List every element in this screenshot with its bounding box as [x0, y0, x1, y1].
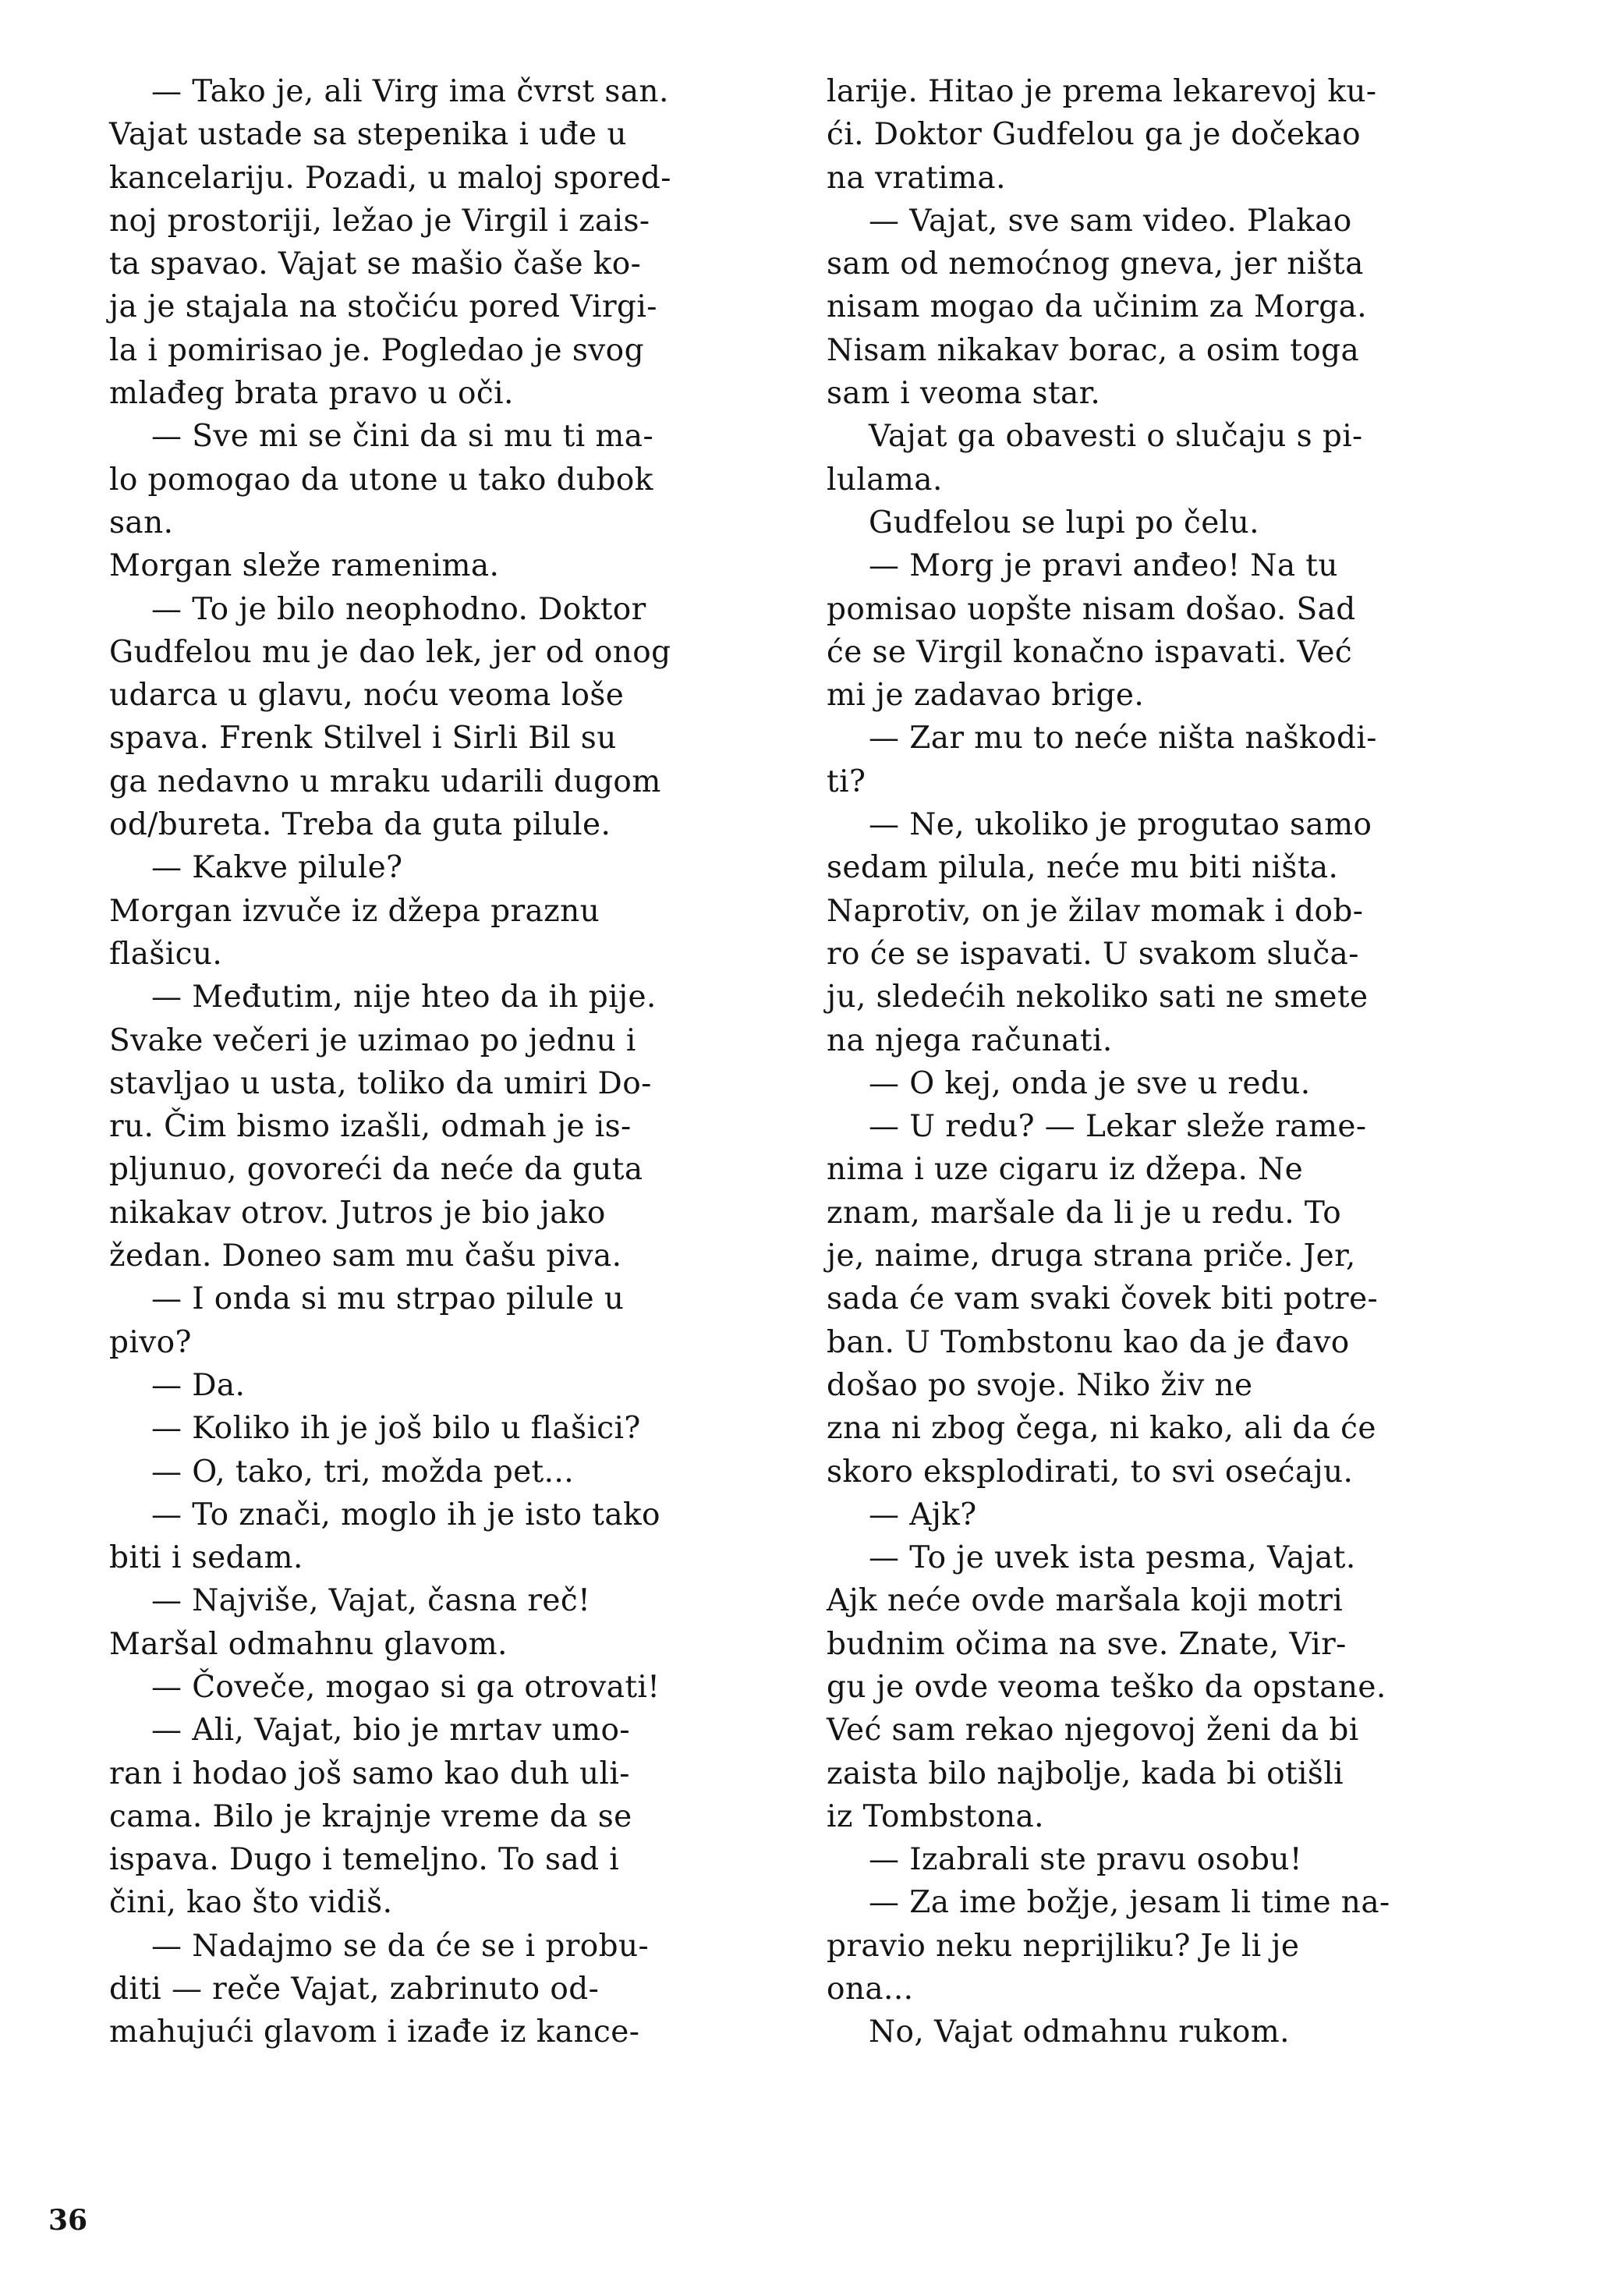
text-line: došao po svoje. Niko živ ne [827, 1367, 1253, 1403]
text-column-left [109, 70, 776, 2054]
text-line: diti — reče Vajat, zabrinuto od- [109, 1972, 600, 2007]
text-line: pravio neku neprijliku? Je li je [827, 1928, 1300, 1964]
text-line: pomisao uopšte nisam došao. Sad [827, 591, 1356, 627]
text-line: mi je zadavao brige. [827, 678, 1145, 714]
text-line: sedam pilula, neće mu biti ništa. [827, 850, 1339, 886]
text-line: iz Tombstona. [827, 1798, 1044, 1834]
text-line: ju, sledećih nekoliko sati ne smete [827, 980, 1369, 1015]
text-line: skoro eksplodirati, to svi osećaju. [827, 1454, 1354, 1490]
text-line: Nisam nikakav borac, a osim toga [827, 332, 1360, 368]
text-line: spava. Frenk Stilvel i Sirli Bil su [109, 721, 617, 756]
text-line: ona... [827, 1972, 914, 2007]
text-line: Gudfelou se lupi po čelu. [869, 505, 1259, 540]
text-line: ispava. Dugo i temeljno. To sad i [109, 1842, 620, 1878]
text-line: Već sam rekao njegovoj ženi da bi [827, 1713, 1359, 1749]
text-line: — Za ime božje, jesam li time na- [869, 1885, 1390, 1921]
text-line: ja je stajala na stočiću pored Virgi- [109, 289, 657, 325]
text-line: — Vajat, sve sam video. Plakao [869, 203, 1352, 239]
text-line: lo pomogao da utone u tako dubok [109, 462, 653, 498]
text-line: — Ali, Vajat, bio je mrtav umo- [151, 1713, 630, 1749]
text-line: — To znači, moglo ih je isto tako [151, 1497, 660, 1532]
text-line: — Sve mi se čini da si mu ti ma- [151, 419, 654, 455]
text-line: nikakav otrov. Jutros je bio jako [109, 1195, 606, 1231]
text-line: — To je uvek ista pesma, Vajat. [869, 1540, 1356, 1576]
text-line: — O kej, onda je sve u redu. [869, 1065, 1311, 1101]
text-line: ran i hodao još samo kao duh uli- [109, 1756, 630, 1791]
text-line: la i pomirisao je. Pogledao je svog [109, 332, 644, 368]
text-line: Morgan izvuče iz džepa praznu [109, 893, 600, 929]
text-line: lulama. [827, 462, 943, 498]
text-line: ti? [827, 764, 866, 799]
text-line: Vajat ustade sa stepenika i uđe u [109, 117, 627, 153]
text-line: je, naime, druga strana priče. Jer, [827, 1238, 1356, 1274]
text-line: će se Virgil konačno ispavati. Već [827, 634, 1353, 670]
text-line: nima i uze cigaru iz džepa. Ne [827, 1152, 1304, 1188]
text-line: žedan. Doneo sam mu čašu piva. [109, 1238, 622, 1274]
text-line: pljunuo, govoreći da neće da guta [109, 1152, 643, 1188]
text-line: Vajat ga obavesti o slučaju s pi- [869, 419, 1363, 455]
text-line: znam, maršale da li je u redu. To [827, 1195, 1342, 1231]
text-line: Naprotiv, on je žilav momak i dob- [827, 893, 1364, 929]
text-line: čini, kao što vidiš. [109, 1885, 393, 1921]
text-line: No, Vajat odmahnu rukom. [869, 2014, 1290, 2050]
text-line: — Tako je, ali Virg ima čvrst san. [151, 74, 669, 109]
text-line: — Da. [151, 1367, 246, 1403]
text-line: zna ni zbog čega, ni kako, ali da će [827, 1411, 1376, 1447]
text-line: biti i sedam. [109, 1540, 303, 1576]
text-line: ći. Doktor Gudfelou ga je dočekao [827, 117, 1362, 153]
text-line: — To je bilo neophodno. Doktor [151, 591, 646, 627]
text-line: — I onda si mu strpao pilule u [151, 1281, 625, 1317]
text-line: flašicu. [109, 936, 223, 972]
text-line: sam i veoma star. [827, 376, 1101, 412]
text-line: na vratima. [827, 160, 1006, 196]
text-line: Morgan sleže ramenima. [109, 548, 500, 584]
text-line: mlađeg brata pravo u oči. [109, 376, 514, 412]
text-line: — Koliko ih je još bilo u flašici? [151, 1411, 641, 1447]
text-line: Maršal odmahnu glavom. [109, 1626, 508, 1662]
text-line: Gudfelou mu je dao lek, jer od onog [109, 634, 671, 670]
text-line: — O, tako, tri, možda pet... [151, 1454, 575, 1490]
text-line: ban. U Tombstonu kao da je đavo [827, 1324, 1350, 1360]
text-line: — Zar mu to neće ništa naškodi- [869, 721, 1377, 756]
text-line: ro će se ispavati. U svakom sluča- [827, 936, 1359, 972]
text-line: ta spavao. Vajat se mašio čaše ko- [109, 246, 642, 282]
text-line: od/bureta. Treba da guta pilule. [109, 807, 611, 843]
text-line: zaista bilo najbolje, kada bi otišli [827, 1756, 1344, 1791]
text-line: pivo? [109, 1324, 192, 1360]
text-line: nisam mogao da učinim za Morga. [827, 289, 1368, 325]
page-number: 36 [48, 2204, 88, 2237]
text-line: Svake večeri je uzimao po jednu i [109, 1022, 636, 1058]
text-line: kancelariju. Pozadi, u maloj spored- [109, 160, 671, 196]
text-line: na njega računati. [827, 1022, 1113, 1058]
text-column-right [827, 70, 1528, 2054]
text-line: — Međutim, nije hteo da ih pije. [151, 980, 657, 1015]
text-line: udarca u glavu, noću veoma loše [109, 678, 625, 714]
text-line: — Izabrali ste pravu osobu! [869, 1842, 1302, 1878]
text-line: — U redu? — Lekar sleže rame- [869, 1109, 1367, 1145]
text-line: — Čoveče, mogao si ga otrovati! [151, 1669, 660, 1705]
text-line: — Najviše, Vajat, časna reč! [151, 1583, 591, 1619]
text-line: sada će vam svaki čovek biti potre- [827, 1281, 1379, 1317]
text-line: mahujući glavom i izađe iz kance- [109, 2014, 640, 2050]
text-line: budnim očima na sve. Znate, Vir- [827, 1626, 1347, 1662]
text-line: cama. Bilo je krajnje vreme da se [109, 1798, 632, 1834]
text-line: gu je ovde veoma teško da opstane. [827, 1669, 1386, 1705]
text-line: san. [109, 505, 174, 540]
text-line: Ajk neće ovde maršala koji motri [827, 1583, 1344, 1619]
text-line: — Morg je pravi anđeo! Na tu [869, 548, 1338, 584]
text-line: — Kakve pilule? [151, 850, 403, 886]
text-line: sam od nemoćnog gneva, jer ništa [827, 246, 1364, 282]
text-line: noj prostoriji, ležao je Virgil i zais- [109, 203, 650, 239]
text-line: ru. Čim bismo izašli, odmah je is- [109, 1109, 632, 1145]
text-line: — Ne, ukoliko je progutao samo [869, 807, 1372, 843]
text-line: — Nadajmo se da će se i probu- [151, 1928, 650, 1964]
text-line: larije. Hitao je prema lekarevoj ku- [827, 74, 1377, 109]
text-line: ga nedavno u mraku udarili dugom [109, 764, 661, 799]
text-line: stavljao u usta, toliko da umiri Do- [109, 1065, 652, 1101]
text-line: — Ajk? [869, 1497, 977, 1532]
